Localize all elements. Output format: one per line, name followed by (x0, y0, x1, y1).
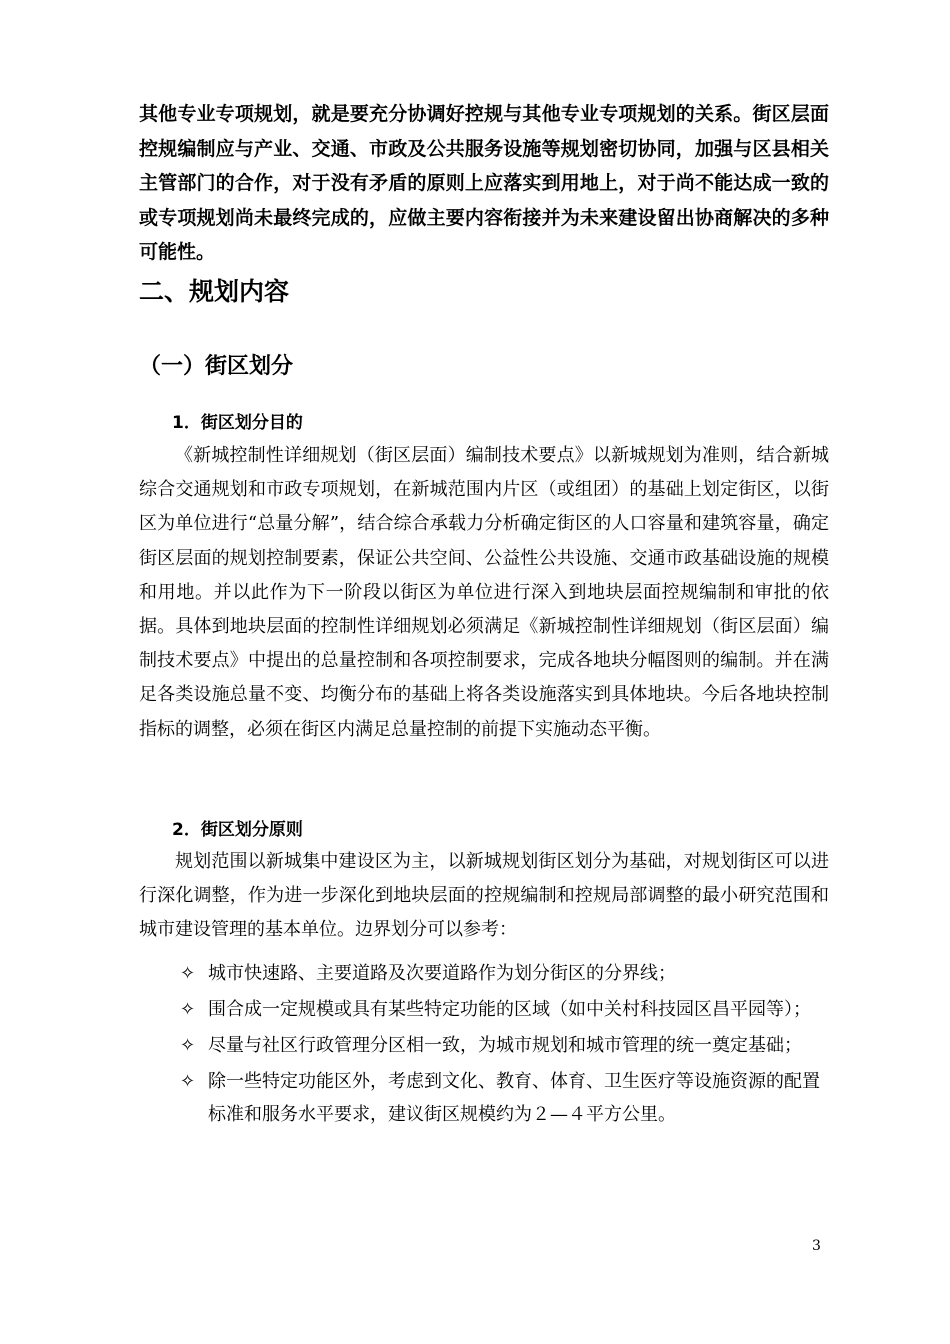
diamond-outline-icon: ✧ (180, 963, 196, 984)
item2-body: 规划范围以新城集中建设区为主，以新城规划街区划分为基础，对规划街区可以进行深化调整，作为进一步深化到地块层面的控规编制和控规局部调整的最小研究范围和城市建设管理的基本单位。边界划分可以参考： (139, 851, 829, 941)
section-heading: 二、规划内容 (139, 277, 290, 306)
boundary-criteria-list (172, 957, 832, 1134)
list-item-text: 城市快速路、主要道路及次要道路作为划分街区的分界线； (208, 963, 676, 984)
diamond-outline-icon: ✧ (180, 999, 196, 1020)
subsection-heading: （一）街区划分 (139, 354, 294, 379)
item1-heading: 1．街区划分目的 (172, 413, 303, 433)
item1-body: 《新城控制性详细规划（街区层面）编制技术要点》以新城规划为准则，结合新城综合交通规划和市政专项规划，在新城范围内片区（或组团）的基础上划定街区，以街区为单位进行“总量分解”，结合综合承载力分析确定街区的人口容量和建筑容量，确定街区层面的规划控制要素，保证公共空间、公益性公共设施、交通市政基础设施的规模和用地。并以此作为下一阶段以街区为单位进行深入到地块层面控规编制和审批的依据。具体到地块层面的控制性详细规划必须满足《新城控制性详细规划（街区层面）编制技术要点》中提出的总量控制和各项控制要求，完成各地块分幅图则的编制。并在满足各类设施总量不变、均衡分布的基础上将各类设施落实到具体地块。今后各地块控制指标的调整，必须在街区内满足总量控制的前提下实施动态平衡。 (139, 445, 829, 740)
item2-heading: 2．街区划分原则 (172, 820, 303, 840)
list-item (172, 993, 832, 1026)
list-item (172, 1029, 832, 1062)
list-item-text: 尽量与社区行政管理分区相一致，为城市规划和城市管理的统一奠定基础； (208, 1035, 802, 1056)
page-number: 3 (812, 1238, 821, 1254)
list-item (172, 1065, 832, 1131)
list-item-text: 除一些特定功能区外，考虑到文化、教育、体育、卫生医疗等设施资源的配置标准和服务水平要求，建议街区规模约为２—４平方公里。 (208, 1071, 820, 1125)
list-item (172, 957, 832, 990)
intro-paragraph: 其他专业专项规划，就是要充分协调好控规与其他专业专项规划的关系。街区层面控规编制应与产业、交通、市政及公共服务设施等规划密切协同，加强与区县相关主管部门的合作，对于没有矛盾的原则上应落实到用地上，对于尚不能达成一致的或专项规划尚未最终完成的，应做主要内容衔接并为未来建设留出协商解决的多种可能性。 (139, 103, 829, 263)
list-item-text: 围合成一定规模或具有某些特定功能的区域（如中关村科技园区昌平园等）； (208, 999, 811, 1020)
diamond-outline-icon: ✧ (180, 1071, 196, 1092)
diamond-outline-icon: ✧ (180, 1035, 196, 1056)
